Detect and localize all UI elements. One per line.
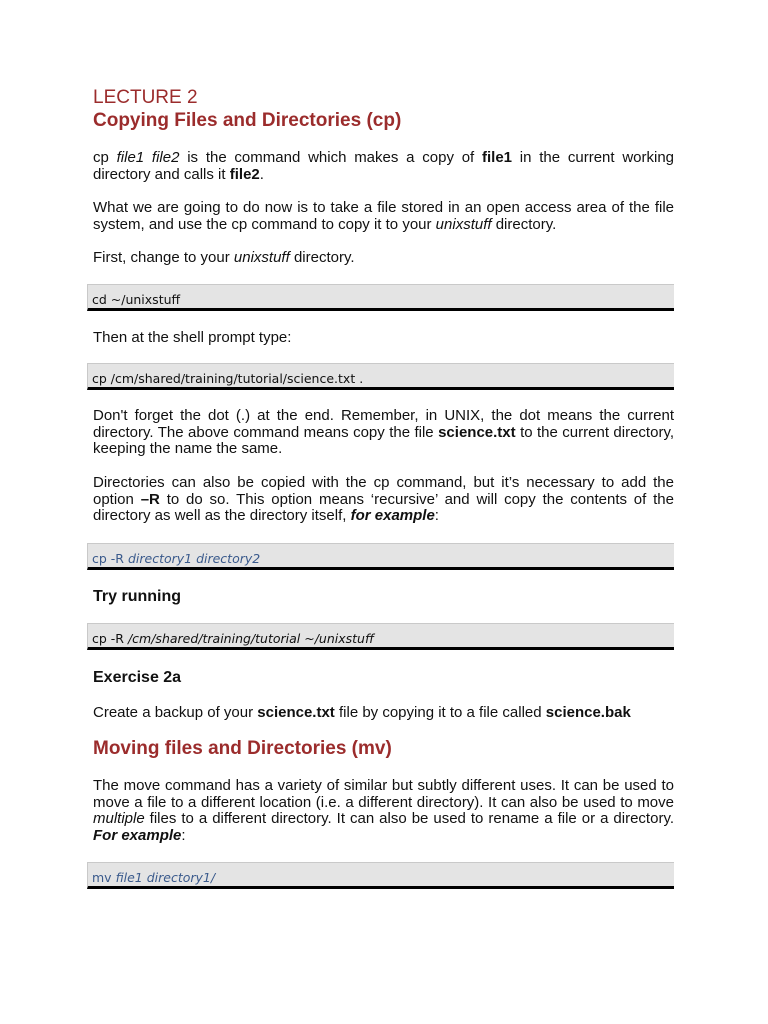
try-running-heading: Try running — [93, 588, 181, 605]
code-text: cd ~/unixstuff — [92, 292, 181, 307]
paragraph-shell-prompt: Then at the shell prompt type: — [93, 329, 292, 346]
paragraph-exercise: Create a backup of your science.txt file by copying it to a file called science.bak — [93, 704, 631, 721]
code-text: cp /cm/shared/training/tutorial/science.txt . — [92, 371, 364, 386]
code-text: cp -R /cm/shared/training/tutorial ~/unixstuff — [92, 631, 374, 646]
code-text: mv file1 directory1/ — [92, 870, 216, 885]
paragraph-dot: Don't forget the dot (.) at the end. Remember, in UNIX, the dot means the current directory. The above command means copy the file science.txt to the current directory, keeping the name the same. — [93, 407, 674, 458]
code-block-cp-science — [87, 363, 674, 390]
paragraph-cp-intro: cp file1 file2 is the command which makes a copy of file1 in the current working directory and calls it file2. — [93, 149, 675, 183]
cp-heading: Copying Files and Directories (cp) — [93, 110, 402, 131]
paragraph-move: The move command has a variety of similar but subtly different uses. It can be used to move a file to a different location (i.e. a different directory). It can also be used to move multiple files to a different directory. It can also be used to rename a file or a directory. For example: — [93, 777, 674, 844]
code-block-cd — [87, 284, 674, 311]
lecture-header — [93, 86, 674, 133]
lecture-label: LECTURE 2 — [93, 87, 198, 108]
paragraph-recursive: Directories can also be copied with the cp command, but it’s necessary to add the option –R to do so. This option means ‘recursive’ and will copy the contents of the directory as well as the directory itself, for example: — [93, 474, 674, 525]
paragraph-open-access: What we are going to do now is to take a file stored in an open access area of the file system, and use the cp command to copy it to your unixstuff directory. — [93, 199, 674, 233]
mv-heading: Moving files and Directories (mv) — [93, 738, 392, 759]
exercise-heading: Exercise 2a — [93, 669, 182, 686]
code-block-mv — [87, 862, 674, 889]
code-text: cp -R directory1 directory2 — [92, 551, 261, 566]
code-block-cp-r — [87, 543, 674, 570]
code-block-cp-r-tutorial — [87, 623, 674, 650]
paragraph-change-dir: First, change to your unixstuff directory. — [93, 249, 355, 266]
